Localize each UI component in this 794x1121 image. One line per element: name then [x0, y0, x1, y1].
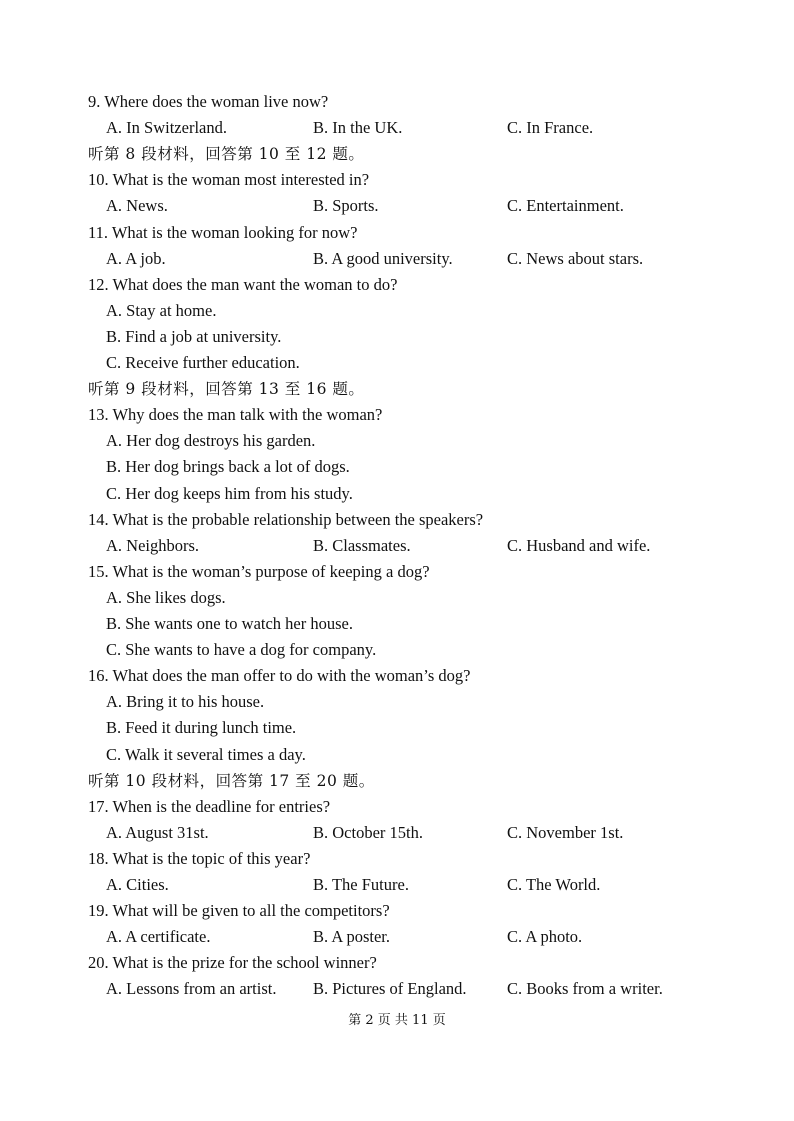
option-c: C. The World.	[507, 875, 601, 894]
option-b: B. In the UK.	[313, 118, 403, 138]
page-footer: 第 2 页 共 11 页	[348, 1013, 446, 1028]
option-line: A. Stay at home.	[106, 300, 217, 320]
option-b: B. Pictures of England.	[313, 979, 467, 999]
question-text: 13. Why does the man talk with the woman?	[88, 405, 383, 425]
option-line: A. Bring it to his house.	[106, 692, 265, 712]
option-a: A. August 31st.	[106, 822, 209, 842]
question-text: 12. What does the man want the woman to do?	[88, 274, 398, 294]
options-row	[0, 927, 794, 947]
option-a: A. Cities.	[106, 875, 169, 894]
option-line: B. Find a job at university.	[106, 326, 282, 346]
options-row	[0, 979, 794, 999]
option-a: A. Lessons from an artist.	[106, 979, 277, 999]
question-text: 18. What is the topic of this year?	[88, 848, 311, 868]
option-b: B. A poster.	[313, 927, 391, 947]
options-row	[0, 536, 794, 556]
option-line: A. She likes dogs.	[106, 587, 226, 607]
option-c: C. In France.	[507, 118, 594, 138]
option-line: C. She wants to have a dog for company.	[106, 640, 377, 660]
section-instruction: 听第 8 段材料，回答第 10 至 12 题。	[88, 145, 365, 164]
options-row	[0, 823, 794, 843]
option-c: C. Books from a writer.	[507, 979, 663, 999]
option-c: C. November 1st.	[507, 822, 624, 842]
section-instruction: 听第 10 段材料，回答第 17 至 20 题。	[88, 771, 375, 790]
question-text: 14. What is the probable relationship between the speakers?	[88, 509, 484, 529]
question-text: 15. What is the woman’s purpose of keeping a dog?	[88, 561, 430, 581]
question-text: 16. What does the man offer to do with the woman’s dog?	[88, 666, 471, 686]
option-c: C. A photo.	[507, 927, 583, 947]
section-instruction: 听第 9 段材料，回答第 13 至 16 题。	[88, 380, 365, 399]
option-line: C. Her dog keeps him from his study.	[106, 483, 353, 503]
option-line: C. Receive further education.	[106, 353, 300, 372]
question-text: 9. Where does the woman live now?	[88, 92, 329, 111]
options-row	[0, 196, 794, 216]
option-a: A. In Switzerland.	[106, 118, 227, 138]
option-line: C. Walk it several times a day.	[106, 744, 306, 764]
question-text: 17. When is the deadline for entries?	[88, 796, 331, 816]
question-text: 10. What is the woman most interested in?	[88, 170, 370, 190]
option-a: A. News.	[106, 196, 168, 216]
option-c: C. News about stars.	[507, 248, 644, 268]
option-c: C. Entertainment.	[507, 196, 624, 216]
option-line: B. Feed it during lunch time.	[106, 718, 297, 738]
option-a: A. A certificate.	[106, 927, 211, 947]
options-row	[0, 118, 794, 138]
option-c: C. Husband and wife.	[507, 535, 651, 555]
question-text: 19. What will be given to all the competitors?	[88, 901, 390, 921]
option-line: B. She wants one to watch her house.	[106, 614, 353, 633]
option-b: B. The Future.	[313, 875, 409, 894]
question-text: 20. What is the prize for the school winner?	[88, 953, 377, 973]
options-row	[0, 249, 794, 269]
option-line: A. Her dog destroys his garden.	[106, 431, 316, 451]
option-a: A. Neighbors.	[106, 535, 200, 555]
option-b: B. Sports.	[313, 196, 379, 216]
option-a: A. A job.	[106, 248, 166, 268]
option-line: B. Her dog brings back a lot of dogs.	[106, 457, 350, 477]
option-b: B. A good university.	[313, 248, 453, 268]
option-b: B. Classmates.	[313, 535, 411, 555]
option-b: B. October 15th.	[313, 822, 423, 842]
options-row	[0, 875, 794, 895]
question-text: 11. What is the woman looking for now?	[88, 222, 358, 242]
